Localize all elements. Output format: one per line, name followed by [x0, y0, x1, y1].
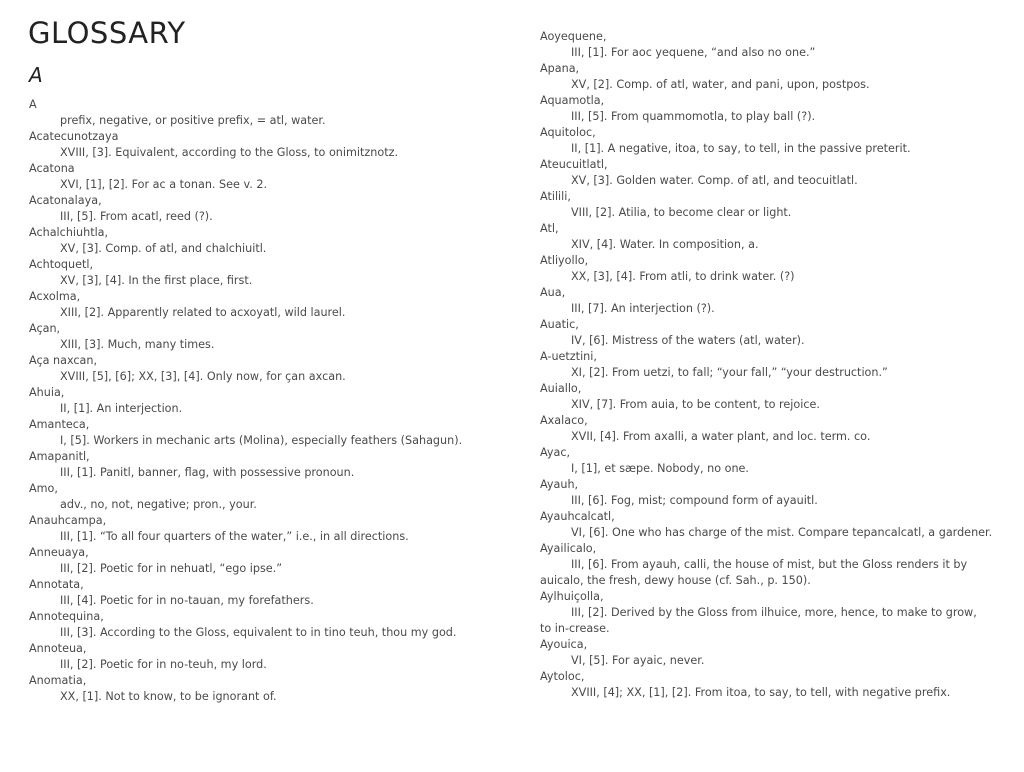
entry-definition: XVIII, [5], [6]; XX, [3], [4]. Only now, for çan axcan. — [60, 370, 346, 383]
glossary-entry — [29, 641, 509, 673]
glossary-entry — [540, 381, 990, 413]
glossary-entry — [29, 577, 509, 609]
glossary-entry — [540, 157, 990, 189]
entry-definition: XVIII, [4]; XX, [1], [2]. From itoa, to say, to tell, with negative prefix. — [571, 686, 951, 699]
entry-headword: Anauhcampa, — [29, 514, 107, 527]
entry-definition: XIII, [2]. Apparently related to acxoyatl, wild laurel. — [60, 306, 346, 319]
glossary-entry — [540, 541, 990, 589]
entry-definition: XIV, [7]. From auia, to be content, to rejoice. — [571, 398, 820, 411]
glossary-entry — [540, 221, 990, 253]
entry-definition: VI, [6]. One who has charge of the mist. Compare tepancalcatl, a gardener. — [571, 526, 993, 539]
entry-headword: A-uetztini, — [540, 350, 597, 363]
right-column — [540, 29, 993, 701]
entry-definition: III, [1]. For aoc yequene, “and also no one.” — [571, 46, 816, 59]
glossary-entry — [29, 193, 509, 225]
glossary-entry — [29, 545, 509, 577]
glossary-entry — [540, 189, 990, 221]
glossary-entry — [29, 257, 509, 289]
entry-definition: III, [7]. An interjection (?). — [571, 302, 715, 315]
entry-headword: Aytoloc, — [540, 670, 585, 683]
glossary-entry — [29, 481, 509, 513]
entry-definition: prefix, negative, or positive prefix, = atl, water. — [60, 114, 326, 127]
entry-definition: XVIII, [3]. Equivalent, according to the Gloss, to onimitznotz. — [60, 146, 399, 159]
entry-headword: A — [29, 98, 37, 111]
entry-definition: XV, [3], [4]. In the first place, first. — [60, 274, 253, 287]
glossary-entry — [540, 317, 990, 349]
glossary-entry — [540, 413, 990, 445]
glossary-entry — [29, 97, 509, 129]
entry-headword: Ayailicalo, — [540, 542, 597, 555]
glossary-entry — [29, 225, 509, 257]
entry-headword: Anneuaya, — [29, 546, 89, 559]
entry-definition: IV, [6]. Mistress of the waters (atl, water). — [571, 334, 805, 347]
entry-definition: III, [5]. From acatl, reed (?). — [60, 210, 213, 223]
right-column-wrapper — [540, 29, 993, 701]
glossary-entry — [540, 61, 990, 93]
entry-definition: III, [2]. Poetic for in nehuatl, “ego ipse.” — [60, 562, 283, 575]
entry-definition: III, [2]. Derived by the Gloss from ilhuice, more, hence, to make to grow, to in-crease. — [540, 606, 977, 635]
entry-definition: I, [1], et sæpe. Nobody, no one. — [571, 462, 749, 475]
glossary-entry — [29, 449, 509, 481]
glossary-entry — [29, 673, 509, 705]
glossary-entry — [540, 637, 990, 669]
entry-definition: I, [5]. Workers in mechanic arts (Molina), especially feathers (Sahagun). — [60, 434, 463, 447]
entry-headword: Achtoquetl, — [29, 258, 94, 271]
entry-headword: Anomatia, — [29, 674, 87, 687]
entry-definition: III, [3]. According to the Gloss, equivalent to in tino teuh, thou my god. — [60, 626, 457, 639]
glossary-entry — [29, 129, 509, 161]
page-title: GLOSSARY — [28, 16, 186, 50]
glossary-entry — [540, 93, 990, 125]
glossary-entry — [29, 289, 509, 321]
entry-definition: XX, [1]. Not to know, to be ignorant of. — [60, 690, 277, 703]
glossary-entry — [29, 353, 509, 385]
entry-headword: Amo, — [29, 482, 58, 495]
entry-headword: Acatonalaya, — [29, 194, 102, 207]
entry-headword: Aylhuiçolla, — [540, 590, 604, 603]
entry-definition: adv., no, not, negative; pron., your. — [60, 498, 257, 511]
glossary-entry — [540, 29, 990, 61]
entry-headword: Ayac, — [540, 446, 571, 459]
left-column — [29, 97, 509, 705]
glossary-entry — [540, 253, 990, 285]
entry-headword: Aua, — [540, 286, 566, 299]
entry-headword: Acxolma, — [29, 290, 81, 303]
glossary-entry — [29, 161, 509, 193]
glossary-entry — [540, 669, 990, 701]
entry-headword: Atilili, — [540, 190, 571, 203]
entry-headword: Ayauh, — [540, 478, 579, 491]
entry-headword: Aquamotla, — [540, 94, 605, 107]
glossary-entry — [29, 417, 509, 449]
glossary-entry — [540, 285, 990, 317]
entry-definition: VIII, [2]. Atilia, to become clear or light. — [571, 206, 792, 219]
glossary-entry — [29, 385, 509, 417]
entry-headword: Acatecunotzaya — [29, 130, 119, 143]
entry-headword: Aça naxcan, — [29, 354, 98, 367]
entry-definition: XX, [3], [4]. From atli, to drink water. (?) — [571, 270, 795, 283]
entry-headword: Atl, — [540, 222, 559, 235]
entry-definition: XV, [3]. Comp. of atl, and chalchiuitl. — [60, 242, 267, 255]
glossary-entry — [540, 445, 990, 477]
entry-headword: Aoyequene, — [540, 30, 607, 43]
entry-definition: XV, [2]. Comp. of atl, water, and pani, upon, postpos. — [571, 78, 870, 91]
entry-headword: Ayouica, — [540, 638, 588, 651]
entry-definition: III, [4]. Poetic for in no-tauan, my forefathers. — [60, 594, 314, 607]
entry-definition: XIII, [3]. Much, many times. — [60, 338, 215, 351]
entry-definition: XVII, [4]. From axalli, a water plant, and loc. term. co. — [571, 430, 871, 443]
entry-definition: III, [6]. From ayauh, calli, the house of mist, but the Gloss renders it by auicalo, the fresh, dewy house (cf. Sah., p. 150). — [540, 558, 968, 587]
entry-definition: VI, [5]. For ayaic, never. — [571, 654, 705, 667]
section-letter: A — [29, 63, 43, 87]
entry-definition: III, [1]. “To all four quarters of the water,” i.e., in all directions. — [60, 530, 409, 543]
entry-headword: Annotata, — [29, 578, 84, 591]
entry-definition: III, [5]. From quammomotla, to play ball (?). — [571, 110, 816, 123]
glossary-entry — [29, 321, 509, 353]
entry-definition: XI, [2]. From uetzi, to fall; “your fall,” “your destruction.” — [571, 366, 888, 379]
glossary-entry — [540, 589, 990, 637]
glossary-entry — [540, 349, 990, 381]
entry-definition: XIV, [4]. Water. In composition, a. — [571, 238, 759, 251]
entry-headword: Achalchiuhtla, — [29, 226, 109, 239]
entry-headword: Auatic, — [540, 318, 579, 331]
entry-headword: Amanteca, — [29, 418, 90, 431]
entry-definition: II, [1]. An interjection. — [60, 402, 183, 415]
entry-headword: Annotequina, — [29, 610, 104, 623]
entry-definition: III, [6]. Fog, mist; compound form of ayauitl. — [571, 494, 818, 507]
entry-headword: Annoteua, — [29, 642, 87, 655]
entry-definition: III, [1]. Panitl, banner, flag, with possessive pronoun. — [60, 466, 355, 479]
entry-definition: XVI, [1], [2]. For ac a tonan. See v. 2. — [60, 178, 268, 191]
entry-definition: II, [1]. A negative, itoa, to say, to tell, in the passive preterit. — [571, 142, 911, 155]
entry-definition: XV, [3]. Golden water. Comp. of atl, and teocuitlatl. — [571, 174, 858, 187]
entry-definition: III, [2]. Poetic for in no-teuh, my lord. — [60, 658, 267, 671]
entry-headword: Açan, — [29, 322, 61, 335]
entry-headword: Aquitoloc, — [540, 126, 596, 139]
entry-headword: Ahuia, — [29, 386, 65, 399]
glossary-entry — [540, 125, 990, 157]
glossary-entry — [540, 477, 990, 509]
entry-headword: Auiallo, — [540, 382, 582, 395]
entry-headword: Ayauhcalcatl, — [540, 510, 615, 523]
glossary-entry — [540, 509, 993, 541]
glossary-entry — [29, 609, 509, 641]
entry-headword: Apana, — [540, 62, 580, 75]
entry-headword: Atliyollo, — [540, 254, 589, 267]
glossary-entry — [29, 513, 509, 545]
entry-headword: Ateucuitlatl, — [540, 158, 608, 171]
entry-headword: Acatona — [29, 162, 75, 175]
entry-headword: Amapanitl, — [29, 450, 90, 463]
entry-headword: Axalaco, — [540, 414, 588, 427]
